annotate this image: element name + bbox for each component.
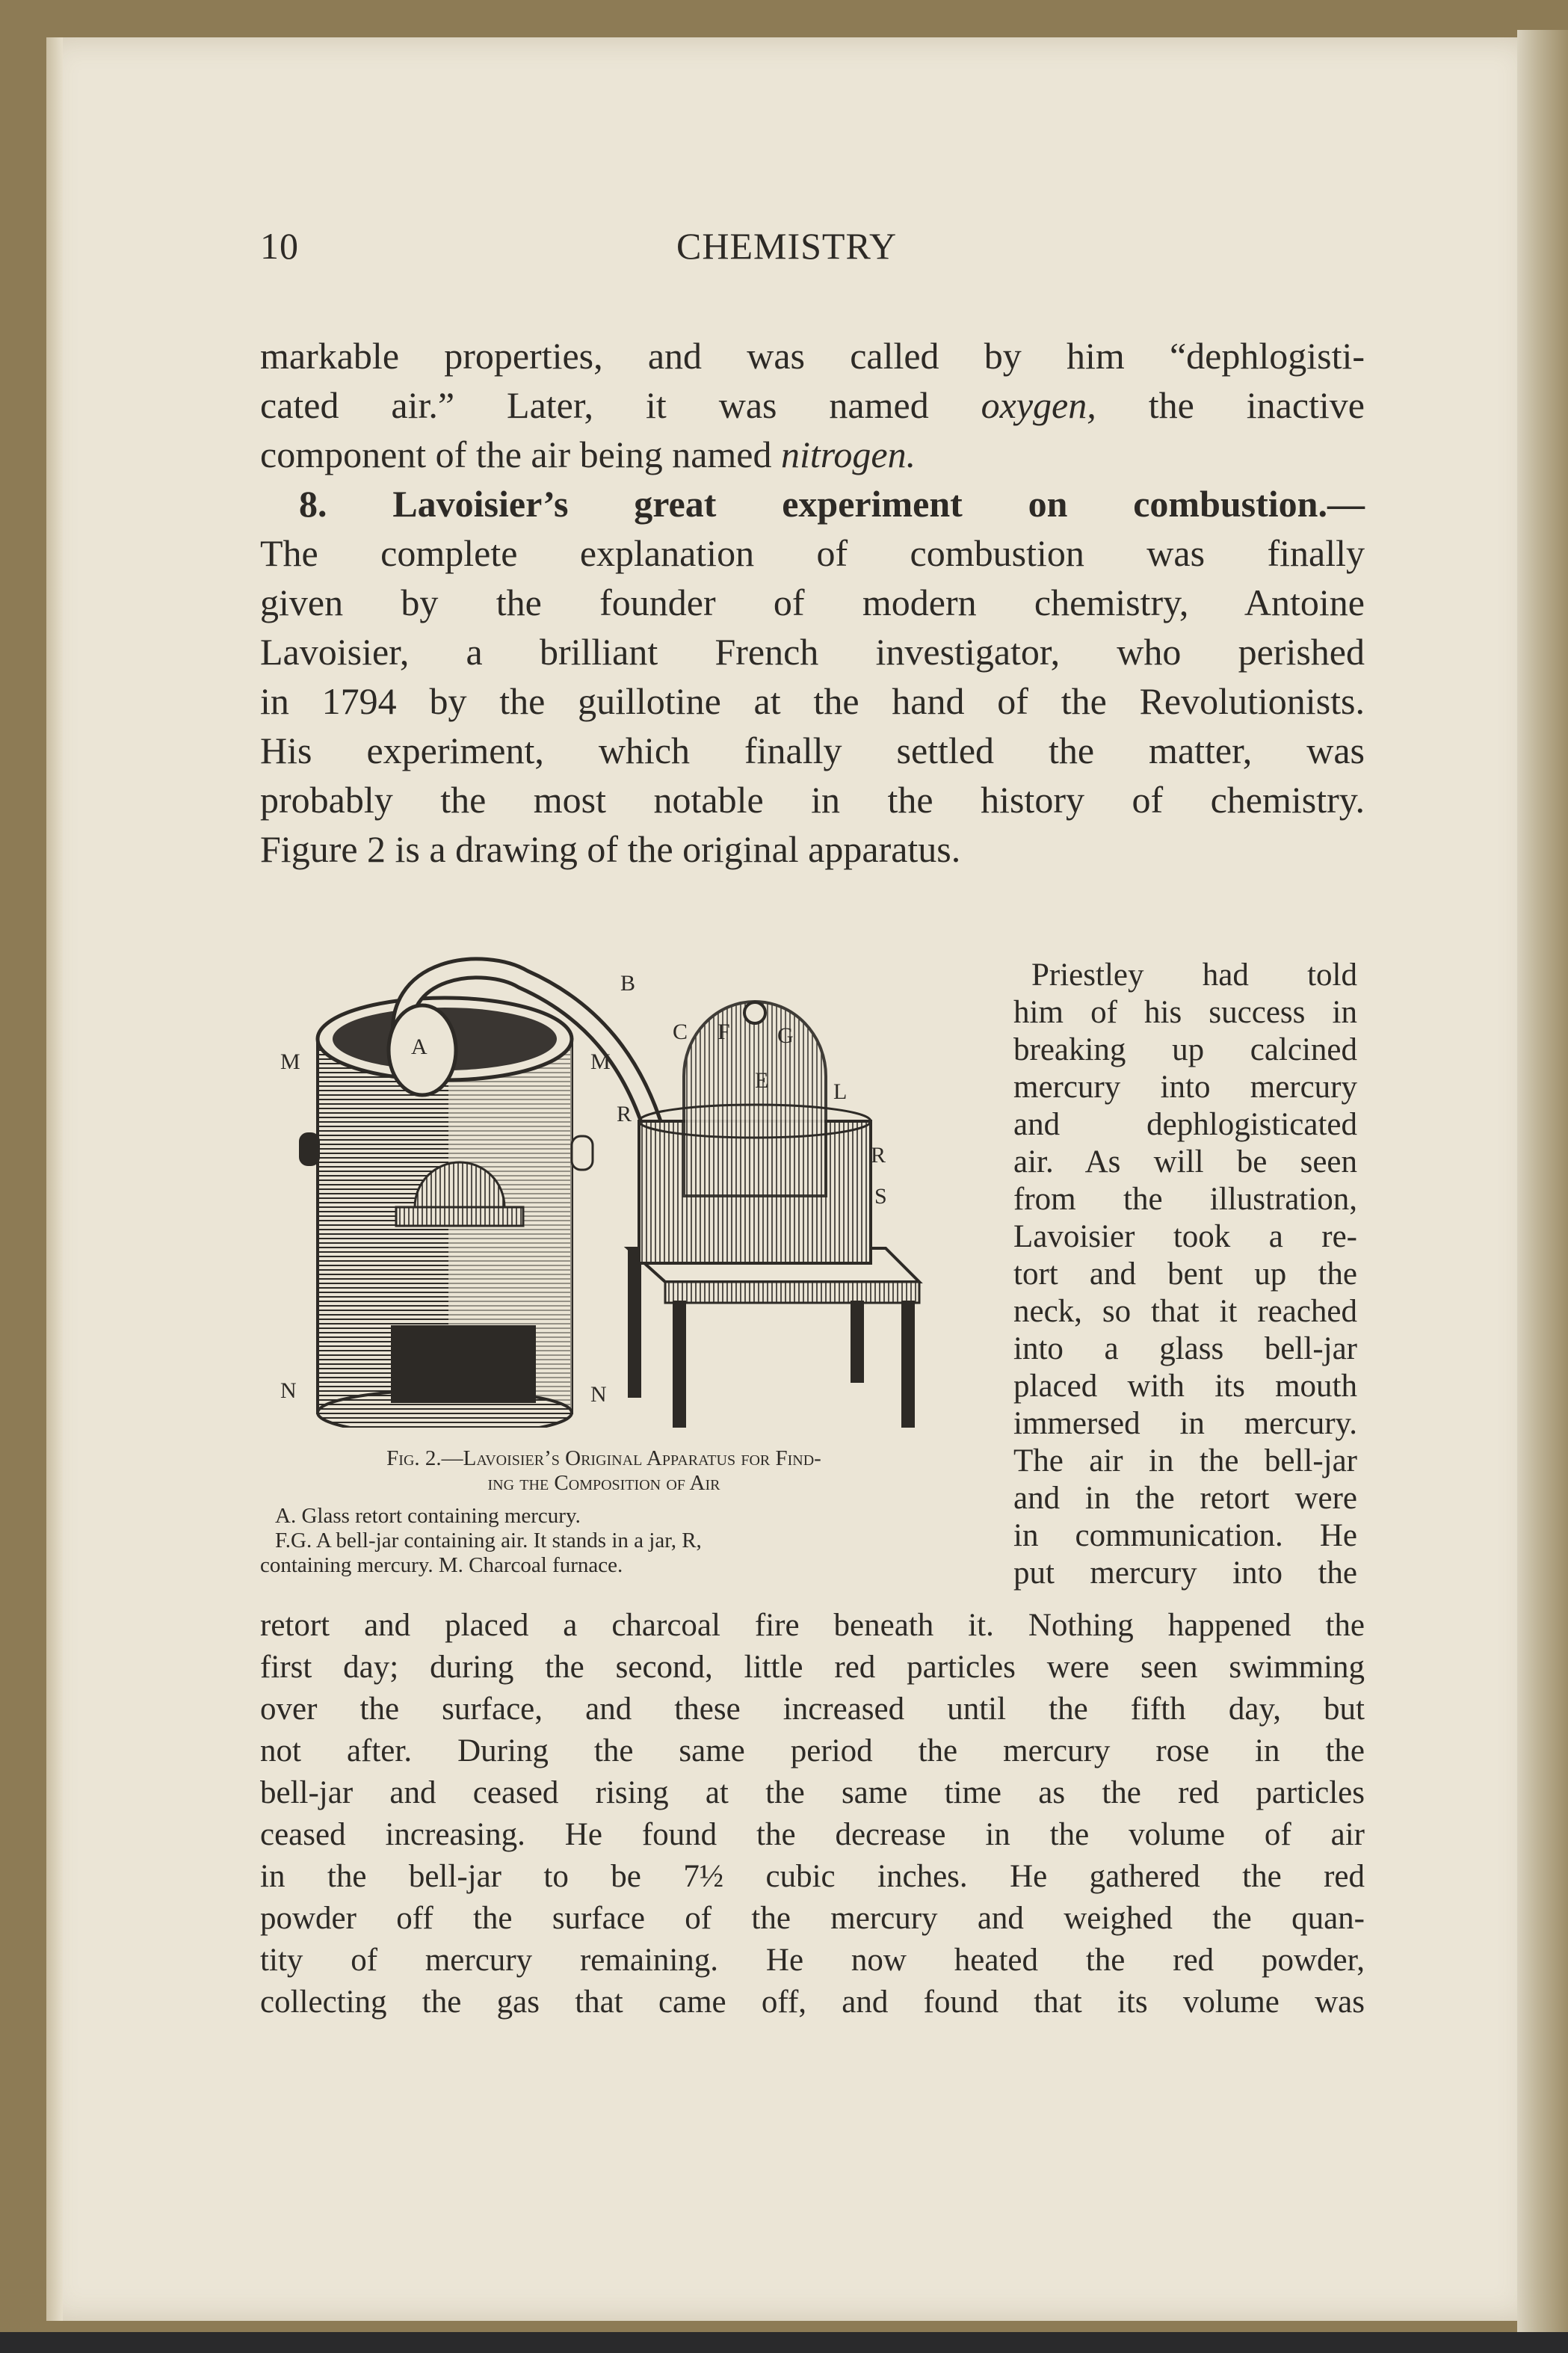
background-strip (0, 2332, 1568, 2353)
text-line: powder off the surface of the mercury and weighed the quan- (260, 1901, 1365, 1936)
apparatus-illustration (277, 949, 949, 1428)
text-line: him of his success in (1013, 995, 1357, 1030)
text-line: The complete explanation of combustion was finally (260, 532, 1365, 574)
section-heading: 8. Lavoisier’s great experiment on combustion.— (299, 483, 1365, 525)
text-line: put mercury into the (1013, 1555, 1357, 1591)
label-m2: M (590, 1049, 611, 1074)
page-fore-edge (1517, 30, 1568, 2332)
text-span: component of the air being named (260, 434, 781, 475)
text-line: Figure 2 is a drawing of the original apparatus. (260, 828, 961, 870)
page-number: 10 (260, 225, 299, 267)
label-e: E (755, 1068, 769, 1093)
text-span: cated air.” Later, it was named (260, 384, 981, 426)
label-f: F (717, 1020, 730, 1044)
term-oxygen: oxygen, (981, 384, 1096, 426)
label-l: L (833, 1079, 848, 1104)
term-nitrogen: nitrogen. (781, 434, 916, 475)
text-line: Lavoisier, a brilliant French investigator, who perished (260, 631, 1365, 673)
text-line: in the bell-jar to be 7½ cubic inches. He gathered the red (260, 1859, 1365, 1894)
label-n2: N (590, 1382, 607, 1407)
text-line: tity of mercury remaining. He now heated the red powder, (260, 1943, 1365, 1978)
label-r: R (617, 1102, 632, 1126)
text-line (260, 430, 1365, 479)
text-span: the inactive (1096, 384, 1365, 426)
label-g: G (777, 1023, 794, 1048)
text-line: probably the most notable in the history of chemistry. (260, 779, 1365, 821)
figure-notes (260, 1504, 948, 1578)
text-line: first day; during the second, little red particles were seen swimming (260, 1650, 1365, 1685)
text-line: and in the retort were (1013, 1481, 1357, 1516)
text-line: tort and bent up the (1013, 1256, 1357, 1292)
figure-caption-title (260, 1446, 948, 1496)
text-line: bell-jar and ceased rising at the same time as the red particles (260, 1775, 1365, 1810)
text-line: and dephlogisticated (1013, 1107, 1357, 1142)
caption-line: Fig. 2.—Lavoisier’s Original Apparatus for Find- (386, 1446, 821, 1470)
page-gutter (46, 37, 63, 2321)
text-line: given by the founder of modern chemistry, Antoine (260, 582, 1365, 623)
note-m: containing mercury. M. Charcoal furnace. (260, 1553, 623, 1577)
label-b: B (620, 971, 636, 996)
text-line: in 1794 by the guillotine at the hand of the Revolutionists. (260, 680, 1365, 722)
text-line: collecting the gas that came off, and found that its volume was (260, 1985, 1365, 2020)
text-line: mercury into mercury (1013, 1070, 1357, 1105)
text-line: into a glass bell-jar (1013, 1331, 1357, 1366)
text-line: breaking up calcined (1013, 1032, 1357, 1067)
text-line: Lavoisier took a re- (1013, 1219, 1357, 1254)
text-line: over the surface, and these increased until the fifth day, but (260, 1691, 1365, 1727)
text-line: ceased increasing. He found the decrease in the volume of air (260, 1817, 1365, 1852)
note-a: A. Glass retort containing mercury. (275, 1504, 581, 1528)
caption-line: ing the Composition of Air (487, 1471, 720, 1495)
label-m: M (280, 1049, 300, 1074)
text-line: The air in the bell-jar (1013, 1443, 1357, 1478)
note-fg: F.G. A bell-jar containing air. It stands in a jar, R, (275, 1529, 702, 1552)
text-line: placed with its mouth (1013, 1369, 1357, 1404)
text-line: Priestley had told (1031, 957, 1357, 993)
text-line: immersed in mercury. (1013, 1406, 1357, 1441)
text-line: from the illustration, (1013, 1182, 1357, 1217)
table (628, 1248, 919, 1428)
label-s: S (874, 1184, 887, 1209)
text-line: air. As will be seen (1013, 1144, 1357, 1179)
text-line: retort and placed a charcoal fire beneath it. Nothing happened the (260, 1608, 1365, 1643)
text-line: His experiment, which finally settled the matter, was (260, 730, 1365, 771)
label-c: C (673, 1020, 688, 1044)
text-line: in communication. He (1013, 1518, 1357, 1553)
label-r2: R (871, 1143, 886, 1168)
text-line: neck, so that it reached (1013, 1294, 1357, 1329)
label-a: A (411, 1034, 428, 1059)
text-line (260, 380, 1365, 430)
text-line: not after. During the same period the mercury rose in the (260, 1733, 1365, 1768)
text-line: markable properties, and was called by him “dephlogisti- (260, 335, 1365, 377)
running-title: CHEMISTRY (676, 225, 898, 267)
label-n: N (280, 1378, 297, 1403)
